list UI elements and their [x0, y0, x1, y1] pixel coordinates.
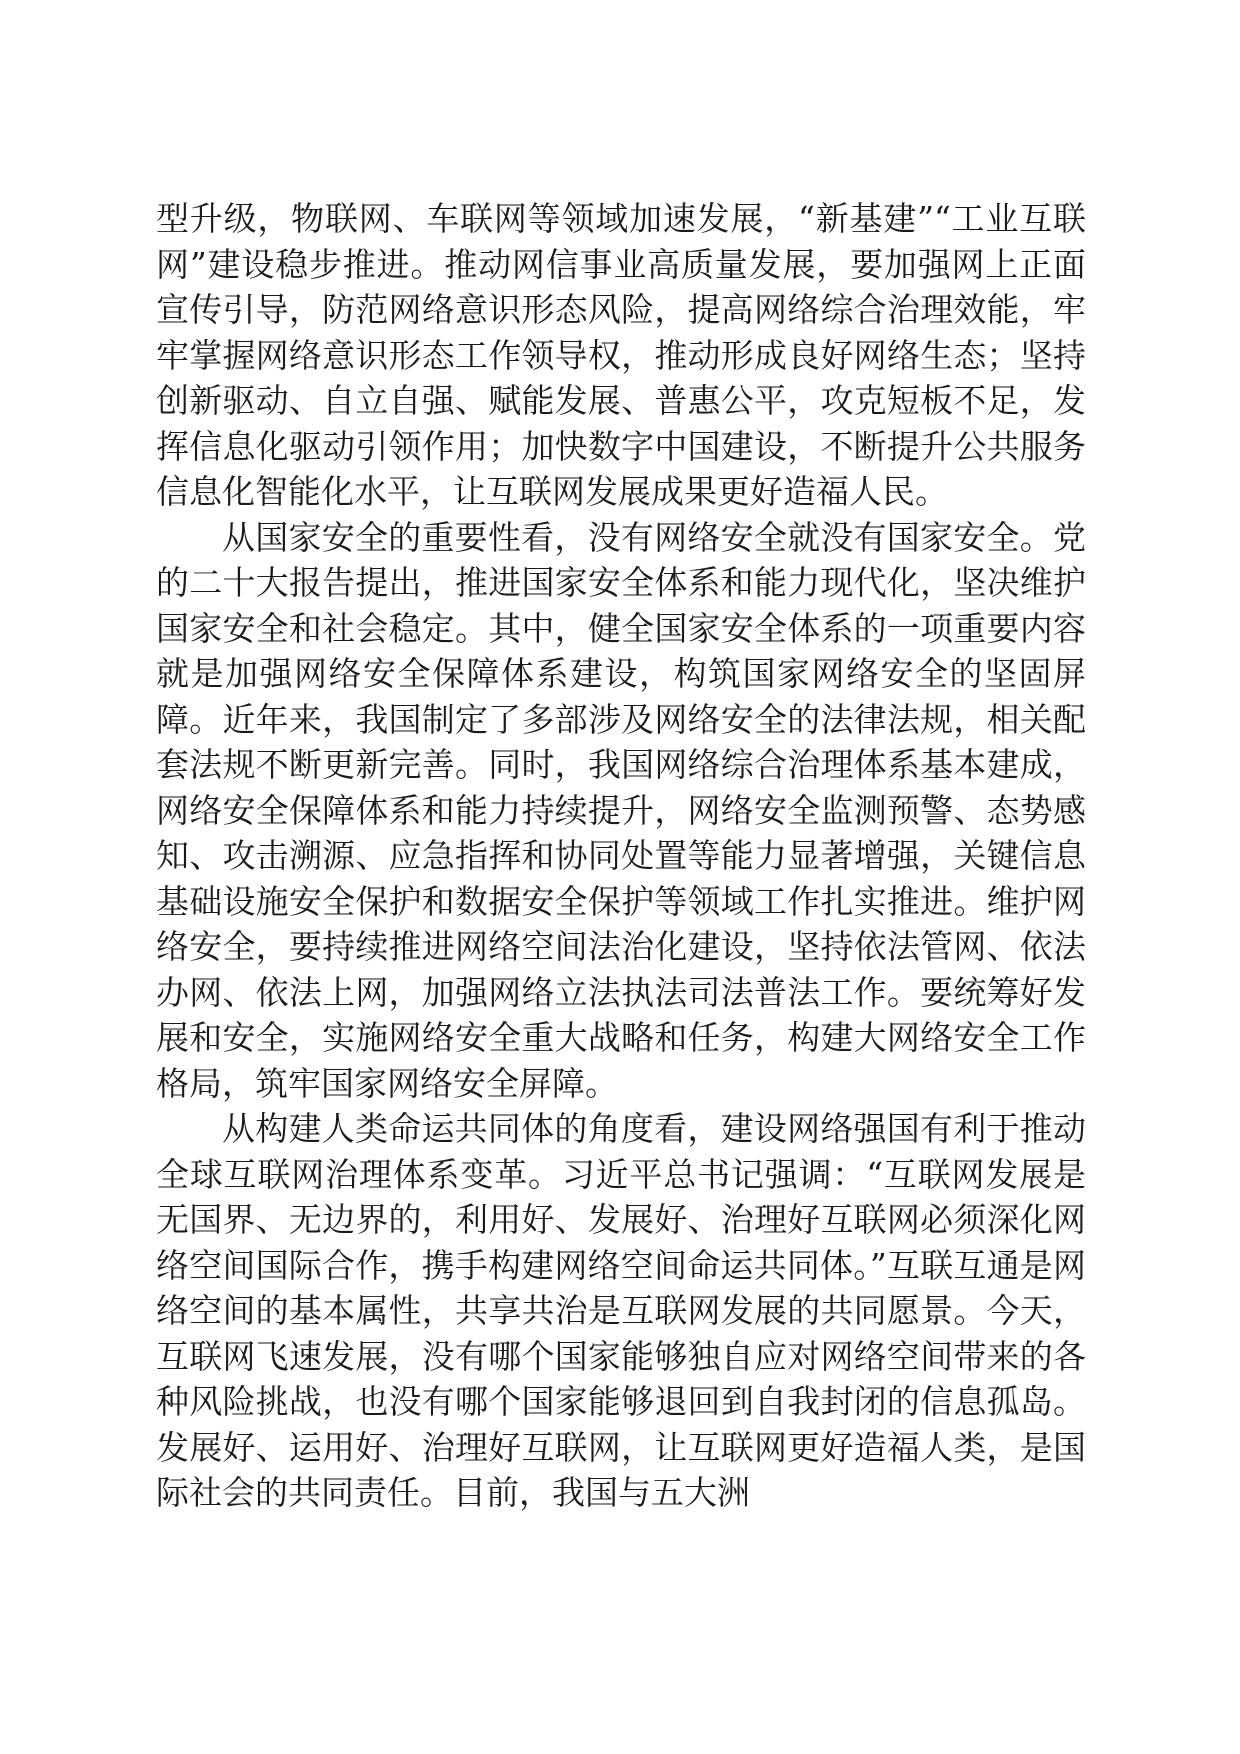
- paragraph-national-security: 从国家安全的重要性看，没有网络安全就没有国家安全。党的二十大报告提出，推进国家安全体系和能力现代化，坚决维护国家安全和社会稳定。其中，健全国家安全体系的一项重要内容就是加强网络安全保障体系建设，构筑国家网络安全的坚固屏障。近年来，我国制定了多部涉及网络安全的法律法规，相关配套法规不断更新完善。同时，我国网络综合治理体系基本建成，网络安全保障体系和能力持续提升，网络安全监测预警、态势感知、攻击溯源、应急指挥和协同处置等能力显著增强，关键信息基础设施安全保护和数据安全保护等领域工作扎实推进。维护网络安全，要持续推进网络空间法治化建设，坚持依法管网、依法办网、依法上网，加强网络立法执法司法普法工作。要统筹好发展和安全，实施网络安全重大战略和任务，构建大网络安全工作格局，筑牢国家网络安全屏障。: [156, 517, 1086, 1103]
- paragraph-community-shared-future: 从构建人类命运共同体的角度看，建设网络强国有利于推动全球互联网治理体系变革。习近平总书记强调：“互联网发展是无国界、无边界的，利用好、发展好、治理好互联网必须深化网络空间国际合作，携手构建网络空间命运共同体。”互联互通是网络空间的基本属性，共享共治是互联网发展的共同愿景。今天，互联网飞速发展，没有哪个国家能够独自应对网络空间带来的各种风险挑战，也没有哪个国家能够退回到自我封闭的信息孤岛。发展好、运用好、治理好互联网，让互联网更好造福人类，是国际社会的共同责任。目前，我国与五大洲: [156, 1109, 1086, 1512]
- body-text: [156, 196, 1086, 1516]
- paragraph-continuation: 型升级，物联网、车联网等领域加速发展，“新基建”“工业互联网”建设稳步推进。推动网信事业高质量发展，要加强网上正面宣传引导，防范网络意识形态风险，提高网络综合治理效能，牢牢掌握网络意识形态工作领导权，推动形成良好网络生态；坚持创新驱动、自立自强、赋能发展、普惠公平，攻克短板不足，发挥信息化驱动引领作用；加快数字中国建设，不断提升公共服务信息化智能化水平，让互联网发展成果更好造福人民。: [156, 199, 1086, 511]
